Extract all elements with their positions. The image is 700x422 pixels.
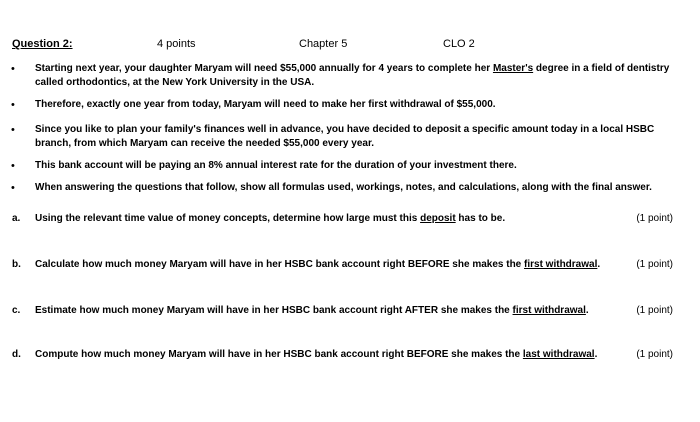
bullet-icon: • bbox=[11, 63, 15, 75]
underlined-term: last withdrawal bbox=[522, 349, 595, 360]
question-points-label: (1 point) bbox=[636, 349, 673, 360]
question-text: Calculate how much money Maryam will have in her HSBC bank account right BEFORE she makes the first withdrawal. bbox=[35, 259, 601, 270]
question-letter: b. bbox=[12, 259, 21, 270]
bullet-icon: • bbox=[11, 99, 15, 111]
bullet-text: Therefore, exactly one year from today, Maryam will need to make her first withdrawal of $55,000. bbox=[35, 99, 496, 110]
bullet-text: When answering the questions that follow, show all formulas used, workings, notes, and calculations, along with the final answer. bbox=[35, 182, 652, 193]
question-title: Question 2: bbox=[12, 38, 73, 50]
underlined-term: first withdrawal bbox=[524, 259, 598, 270]
question-chapter: Chapter 5 bbox=[299, 38, 348, 50]
question-points-label: (1 point) bbox=[636, 259, 673, 270]
question-letter: c. bbox=[12, 305, 21, 316]
bullet-icon: • bbox=[11, 160, 15, 172]
underlined-term: deposit bbox=[420, 213, 456, 224]
underlined-term: first withdrawal bbox=[512, 305, 586, 316]
bullet-text: Starting next year, your daughter Maryam will need $55,000 annually for 4 years to complete her Master's degree in a field of dentistry called orthodontics, at the New York University in the USA. bbox=[35, 63, 670, 88]
question-text: Estimate how much money Maryam will have in her HSBC bank account right AFTER she makes the first withdrawal. bbox=[35, 305, 589, 316]
question-letter: a. bbox=[12, 213, 21, 224]
masters-underlined: Master's bbox=[492, 63, 534, 74]
question-header bbox=[0, 38, 700, 54]
bullet-icon: • bbox=[11, 124, 15, 136]
question-points-label: (1 point) bbox=[636, 213, 673, 224]
question-text: Using the relevant time value of money concepts, determine how large must this deposit has to be. bbox=[35, 213, 506, 224]
question-points-label: (1 point) bbox=[636, 305, 673, 316]
question-text: Compute how much money Maryam will have in her HSBC bank account right BEFORE she makes the last withdrawal. bbox=[35, 349, 598, 360]
question-points: 4 points bbox=[157, 38, 196, 50]
question-letter: d. bbox=[12, 349, 21, 360]
bullet-text: Since you like to plan your family's finances well in advance, you have decided to deposit a specific amount today in a local HSBC branch, from which Maryam can receive the needed $55,000 every year. bbox=[35, 124, 655, 149]
bullet-text: This bank account will be paying an 8% annual interest rate for the duration of your investment there. bbox=[35, 160, 517, 171]
question-clo: CLO 2 bbox=[443, 38, 475, 50]
bullet-icon: • bbox=[11, 182, 15, 194]
